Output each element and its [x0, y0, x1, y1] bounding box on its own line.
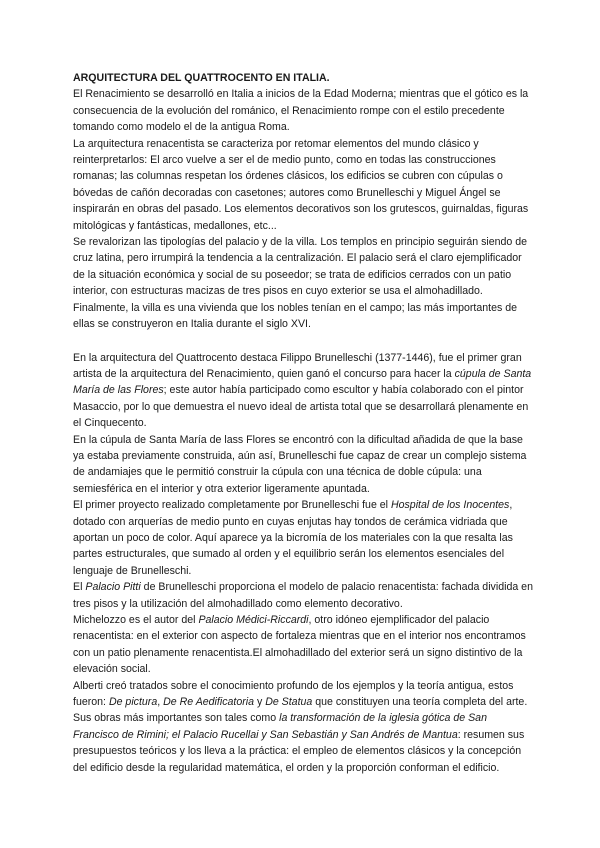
work-title-de-pictura: De pictura	[108, 696, 158, 709]
work-title-cupula: cúpula de Santa María de las Flores	[73, 367, 532, 397]
text-run: , otro idóneo ejemplificador del palacio renacentista: en el exterior con aspecto de fortaleza mientras que en el interior nos encontramos con un patio plenamente renacentista.El almohadillado del exterior será un signo distintivo de la elevación social.	[73, 614, 526, 676]
work-title-de-statua: De Statua	[265, 696, 313, 709]
text-run: En la arquitectura del Quattrocento destaca Filippo Brunelleschi (1377-1446), fue el primer gran artista de la arquitectura del Renacimiento, quien ganó el concurso para hacer la	[73, 351, 522, 380]
paragraph-michelozzo	[73, 612, 533, 678]
work-title-medici-riccardi: Palacio Médici-Riccardi	[198, 614, 309, 626]
document-body	[73, 70, 533, 776]
text-run: que constituyen una teoría completa del arte. Sus obras más importantes son tales como	[73, 696, 528, 725]
text-run: ; este autor había participado como escultor y había colaborado con el pintor Masaccio, por lo que demuestra el nuevo ideal de artista total que se desarrollará plenamente en el Cinquecento.	[73, 384, 529, 430]
work-title-hospital: Hospital de los Inocentes	[390, 499, 510, 512]
text-run: Alberti creó tratados sobre el conocimiento profundo de los ejemplos y la teoría antigua, estos fueron:	[73, 679, 514, 709]
text-run: Michelozzo es el autor del	[73, 614, 199, 626]
paragraph-villa: Finalmente, la villa es una vivienda que los nobles tenían en el campo; las más importantes de ellas se construyeron en Italia durante el siglo XVI.	[73, 301, 518, 331]
paragraph-brunelleschi	[73, 350, 533, 432]
paragraph-pitti	[73, 579, 533, 612]
work-title-de-re-aedificatoria: De Re Aedificatoria	[163, 696, 254, 709]
paragraph-typologies: Se revalorizan las tipologías del palacio y de la villa. Los templos en principio seguirán siendo de cruz latina, pero irrumpirá la tendencia a la centralización. El palacio será el claro ejemplificador de la situación económica y social de su poseedor; se trata de edificios cerrados con un patio interior, con estructuras macizas de tres pisos en cuyo exterior se usa el almohadillado.	[73, 236, 528, 298]
paragraph-hospital	[73, 497, 533, 579]
work-titles-alberti-buildings: la transformación de la iglesia gótica de San Francisco de Rimini; el Palacio Rucellai y San Sebastián y San Andrés de Mantua	[73, 712, 487, 741]
text-run: , dotado con arquerías de medio punto en cuyas enjutas hay tondos de cerámica vidriada que aportan un poco de color. Aquí aparece ya la bicromía de los materiales con la que resalta las partes estructurales, que sumado al orden y el equilibrio serán los elementos esenciales del lenguaje de Brunelleschi.	[73, 499, 513, 577]
paragraph-intro: El Renacimiento se desarrolló en Italia a inicios de la Edad Moderna; mientras que el gótico es la consecuencia de la evolución del románico, el Renacimiento rompe con el estilo precedente tomando como modelo el de la antigua Roma.	[73, 88, 529, 134]
paragraph-spacer	[73, 333, 533, 350]
text-run: : resumen sus presupuestos teóricos y los lleva a la práctica: el empleo de elementos clásicos y la concepción del edificio desde la regularidad matemática, el orden y la proporción conforman el edificio.	[73, 728, 525, 774]
text-run: El primer proyecto realizado completamente por Brunelleschi fue el	[73, 499, 391, 512]
paragraph-cupula: En la cúpula de Santa María de lass Flores se encontró con la dificultad añadida de que la base ya estaba previamente construida, aún así, Brunelleschi fue capaz de crear un complejo sistema de andamiajes que le permitió construir la cúpula con una técnica de doble cúpula: una semiesférica en el interior y otra exterior ligeramente apuntada.	[73, 433, 527, 495]
text-run: y	[254, 696, 266, 709]
paragraph-alberti	[73, 678, 533, 776]
text-run: El	[73, 581, 86, 594]
document-title: ARQUITECTURA DEL QUATTROCENTO EN ITALIA.	[73, 72, 330, 84]
work-title-pitti: Palacio Pitti	[85, 581, 141, 594]
text-run: ,	[157, 696, 164, 709]
paragraph-characteristics: La arquitectura renacentista se caracteriza por retomar elementos del mundo clásico y reinterpretarlos: El arco vuelve a ser el de medio punto, como en todas las construcciones romanas; las columnas respetan los órdenes clásicos, los edificios se cubren con cúpulas o bóvedas de cañón decoradas con casetones; autores como Brunelleschi y Miguel Ángel se inspirarán en obras del pasado. Los elementos decorativos son los grutescos, guirnaldas, figuras mitológicas y fantásticas, medallones, etc...	[73, 137, 529, 232]
text-run: de Brunelleschi proporciona el modelo de palacio renacentista: fachada dividida en tres pisos y la utilización del almohadillado como elemento decorativo.	[73, 581, 533, 610]
